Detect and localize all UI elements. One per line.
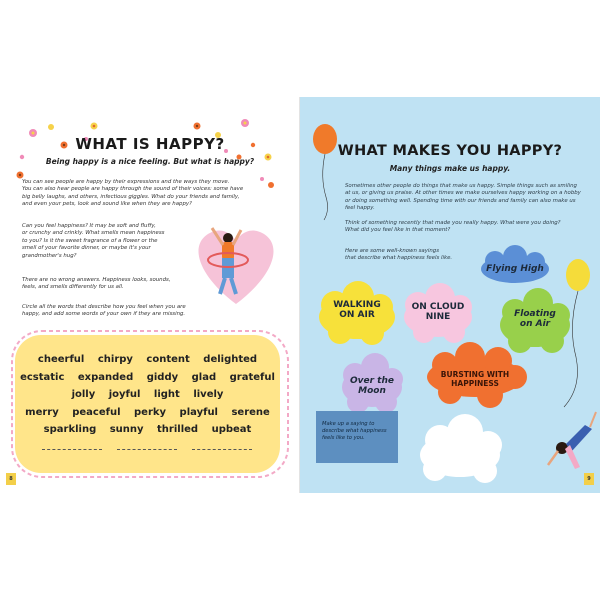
saying-bursting-with-happiness: BURSTING WITH HAPPINESS (440, 370, 510, 388)
word-cheerful[interactable]: cheerful (37, 354, 85, 365)
word-thrilled[interactable]: thrilled (157, 424, 199, 435)
page-title-left: WHAT IS HAPPY? (75, 135, 225, 153)
page-number-right: 9 (584, 473, 594, 485)
word-light[interactable]: light (153, 389, 180, 400)
girl-hula-hoop-illustration (186, 212, 286, 312)
flower-icon (17, 119, 275, 188)
saying-walking-on-air: WALKING ON AIR (333, 300, 381, 320)
word-merry[interactable]: merry (25, 407, 59, 418)
word-sunny[interactable]: sunny (109, 424, 144, 435)
word-row-1 (15, 354, 280, 365)
cloud-empty-white (420, 414, 502, 483)
word-lively[interactable]: lively (193, 389, 224, 400)
right-paragraph-1: Sometimes other people do things that make us happy. Simple things such as smiling at us, or giving us praise. At other times we make ourselves happy working on a hobby or doing something well. Spending time with our friends and family can also make us feel happy. (345, 183, 581, 212)
word-delighted[interactable]: delighted (203, 354, 258, 365)
word-row-5 (15, 424, 280, 435)
saying-over-the-moon: Over the Moon (349, 376, 394, 396)
answer-line-3[interactable] (192, 449, 252, 450)
page-subtitle-left: Being happy is a nice feeling. But what is happy? (45, 157, 255, 166)
page-subtitle-right: Many things make us happy. (389, 164, 511, 173)
word-content[interactable]: content (146, 354, 190, 365)
saying-floating-on-air: Floating on Air (514, 309, 556, 329)
word-sparkling[interactable]: sparkling (43, 424, 97, 435)
word-expanded[interactable]: expanded (77, 372, 134, 383)
left-paragraph-2: Can you feel happiness? It may be soft and fluffy, or crunchy and crinkly. What smells mean happiness to you? Is it the sweet fragrance of a flower or the smell of your favorite dinner, or maybe it's your grandmother's hug? (22, 223, 165, 259)
word-row-2 (15, 372, 280, 383)
page-title-right: WHAT MAKES YOU HAPPY? (337, 143, 563, 159)
word-glad[interactable]: glad (191, 372, 217, 383)
word-playful[interactable]: playful (179, 407, 218, 418)
word-giddy[interactable]: giddy (146, 372, 179, 383)
floating-person-illustration (548, 412, 596, 469)
word-chirpy[interactable]: chirpy (97, 354, 133, 365)
left-instruction: Circle all the words that describe how you feel when you are happy, and add some words of your own if they are missing. (22, 304, 186, 318)
word-serene[interactable]: serene (231, 407, 270, 418)
left-page (0, 97, 300, 493)
word-row-3 (15, 389, 280, 400)
word-upbeat[interactable]: upbeat (211, 424, 252, 435)
book-spread (0, 97, 600, 493)
answer-line-2[interactable] (117, 449, 177, 450)
left-paragraph-1: You can see people are happy by their expressions and the ways they move. You can also hear people are happy through the sound of their voices: some have big belly laughs, and others, infectious giggles. What do your friends and family, and even your pets, look and sound like when they are happy? (22, 179, 244, 208)
make-up-saying-prompt: Make up a saying to describe what happiness feels like to you. (316, 411, 398, 463)
saying-flying-high: Flying High (486, 264, 544, 274)
word-perky[interactable]: perky (134, 407, 167, 418)
word-ecstatic[interactable]: ecstatic (20, 372, 65, 383)
left-paragraph-3: There are no wrong answers. Happiness looks, sounds, feels, and smells differently for us all. (22, 277, 171, 291)
right-paragraph-3: Here are some well-known sayings that describe what happiness feels like. (345, 248, 453, 262)
saying-on-cloud-nine: ON CLOUD NINE (411, 302, 465, 322)
word-jolly[interactable]: jolly (71, 389, 96, 400)
word-row-4 (15, 407, 280, 418)
right-paragraph-2: Think of something recently that made you really happy. What were you doing? What did you feel like in that moment? (345, 220, 561, 234)
word-peaceful[interactable]: peaceful (72, 407, 121, 418)
word-grateful[interactable]: grateful (229, 372, 275, 383)
word-joyful[interactable]: joyful (108, 389, 141, 400)
answer-line-1[interactable] (42, 449, 102, 450)
page-number-left: 8 (6, 473, 16, 485)
